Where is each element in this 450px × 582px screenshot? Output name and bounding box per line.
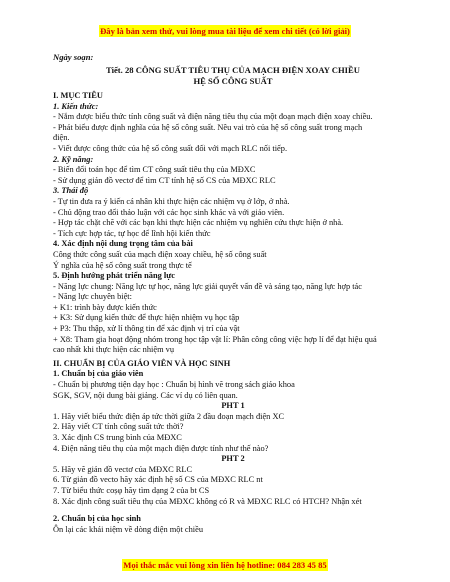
title-line-1: Tiết. 28 CÔNG SUẤT TIÊU THỤ CỦA MẠCH ĐIỆN XOAY CHIỀU [106, 65, 360, 75]
text-line: cao nhất khi thực hiện các nhiệm vụ [53, 345, 175, 355]
preview-banner [0, 26, 450, 36]
text-line: 7. Từ biểu thức coṣφ hãy tìm dạng 2 của bt CS [53, 485, 210, 495]
text-line: - Phát biểu được định nghĩa của hệ số công suất. Nêu vai trò của hệ số công suất trong mạch [53, 122, 363, 132]
text-line: - Viết được công thức của hệ số công suất đối với mạch RLC nối tiếp. [53, 143, 288, 153]
text-line: 5. Hãy vẽ giản đồ vectơ của MĐXC RLC [53, 464, 193, 474]
text-line: - Năng lực chung: Năng lực tự học, năng lực giải quyết vấn đề và sáng tạo, năng lực hợp tác [53, 281, 362, 291]
text-line: - Năng lực chuyên biệt: [53, 292, 132, 302]
text-line: 3. Xác định CS trung bình của MĐXC [53, 433, 182, 442]
text-line: Ôn lại các khái niệm về dòng điện một chiều [53, 524, 204, 534]
text-line: - Tích cực hợp tác, tự học để lĩnh hội kiến thức [53, 228, 211, 238]
text-line: - Chủ động trao đổi thảo luận với các học sinh khác và với giáo viên. [53, 207, 285, 217]
subsection-heading: 5. Định hướng phát triển năng lực [53, 271, 175, 281]
text-line: + K1: trình bày được kiến thức [53, 302, 157, 312]
text-line: - Sử dụng giản đồ vectơ để tìm CT tính hệ số CS của MĐXC RLC [53, 175, 276, 185]
text-line: 8. Xác định công suất tiêu thụ của MĐXC không có R và MĐXC RLC có HTCH? Nhận xét [53, 496, 362, 506]
preview-banner-text: Đây là bản xem thử, vui lòng mua tài liệu để xem chi tiết (có lời giải) [100, 26, 350, 36]
worksheet-heading: PHT 2 [221, 454, 245, 464]
subsection-heading: 4. Xác định nội dung trọng tâm của bài [53, 239, 193, 249]
subsection-heading: 2. Kỹ năng: [53, 154, 94, 164]
section-heading: II. CHUẨN BỊ CỦA GIÁO VIÊN VÀ HỌC SINH [53, 358, 231, 368]
text-line: Ý nghĩa của hệ số công suất trong thực tế [53, 260, 192, 270]
text-line: - Biến đổi toán học để tìm CT công suất tiêu thụ của MĐXC [53, 165, 256, 175]
text-line: - Tự tin đưa ra ý kiến cá nhân khi thực hiện các nhiệm vụ ở lớp, ở nhà. [53, 196, 290, 206]
text-line: + K3: Sử dụng kiến thức để thực hiện nhiệm vụ học tập [53, 313, 240, 323]
date-label: Ngày soạn: [53, 52, 94, 62]
section-heading: I. MỤC TIÊU [53, 91, 103, 100]
text-line: Công thức công suất của mạch điện xoay chiều, hệ số công suất [53, 249, 267, 259]
hotline-banner [0, 560, 450, 570]
text-line: 6. Từ giản đồ vecto hãy xác định hệ số CS của MĐXC RLC nt [53, 475, 263, 485]
text-line: - Chuẩn bị phương tiện dạy học : Chuẩn bị hình vẽ trong sách giáo khoa [53, 380, 295, 390]
document-page [53, 52, 413, 535]
worksheet-heading: PHT 1 [221, 401, 245, 411]
lesson-title [53, 65, 413, 87]
text-line: 1. Hãy viết biểu thức điện áp tức thời giữa 2 đầu đoạn mạch điện XC [53, 411, 285, 421]
subsection-heading: 3. Thái độ [53, 186, 89, 196]
text-line: SGK, SGV, nội dung bài giảng. Các ví dụ có liên quan. [53, 390, 238, 400]
text-line: 4. Điện năng tiêu thụ của một mạch điện được tính như thế nào? [53, 443, 269, 453]
subsection-heading: 1. Chuẩn bị của giáo viên [53, 369, 144, 379]
spacer [53, 507, 413, 514]
subsection-heading: 1. Kiến thức: [53, 101, 99, 111]
title-line-2: HỆ SỐ CÔNG SUẤT [193, 76, 273, 86]
text-line: - Nắm được biểu thức tính công suất và điện năng tiêu thụ của một đoạn mạch điện xoay chiều. [53, 112, 373, 122]
text-line: 2. Hãy viết CT tính công suất tức thời? [53, 422, 184, 432]
text-line: - Hợp tác chặt chẽ với các bạn khi thực hiện các nhiệm vụ nghiên cứu thực hiện ở nhà. [53, 218, 344, 228]
text-line: + P3: Thu thập, xử lí thông tin để xác định vị trí của vật [53, 324, 240, 334]
subsection-heading: 2. Chuẩn bị của học sinh [53, 514, 141, 524]
text-line: điện. [53, 133, 70, 143]
hotline-banner-text: Mọi thắc mắc vui lòng xin liên hệ hotline: 084 283 45 85 [123, 560, 327, 570]
text-line: + X8: Tham gia hoạt động nhóm trong học tập vật lí: Phân công công việc hợp lí để đạt hiệu quả [53, 334, 377, 344]
